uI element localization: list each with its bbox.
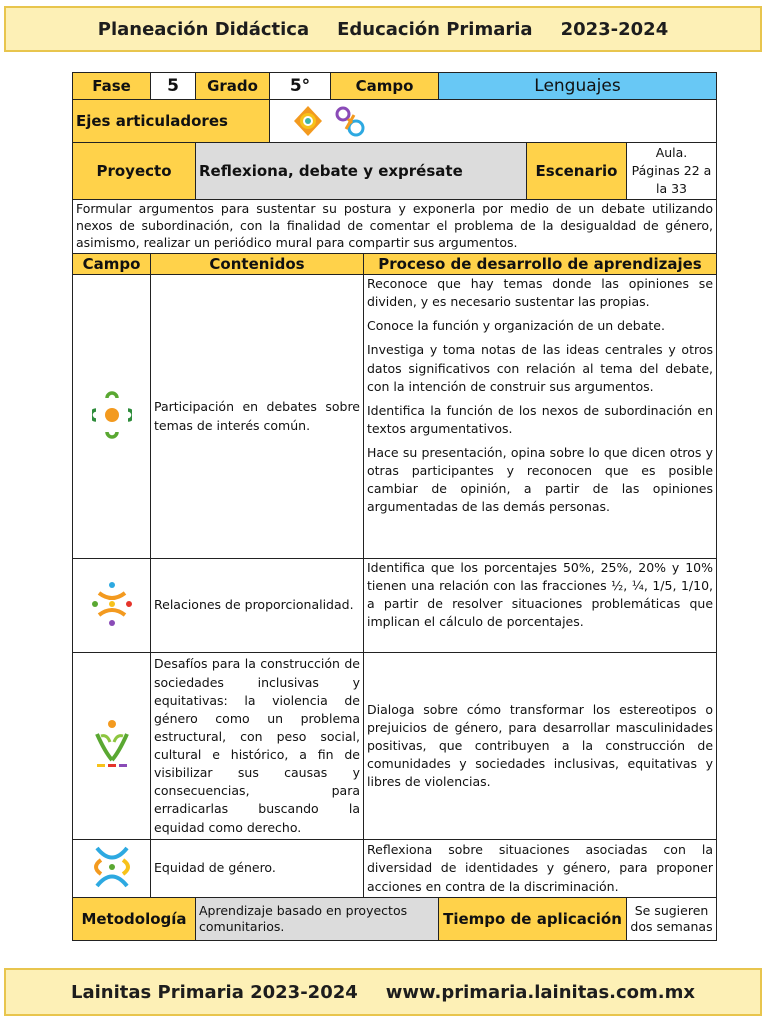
proceso-item: Dialoga sobre cómo transformar los estereotipos o prejuicios de género, para desarrollar masculinidades positivas, que contribuyen a la construcción de comunidades y sociedades inclusivas, equitativas y libres de violencias. (367, 701, 714, 790)
proyecto-value: Reflexiona, debate y exprésate (196, 143, 527, 200)
proceso-item: Reflexiona sobre situaciones asociadas con la diversidad de identidades y género, para proponer acciones en contra de la discriminación. (367, 842, 714, 894)
escenario-label: Escenario (527, 143, 627, 200)
proceso-cell (364, 559, 717, 653)
table-row (73, 840, 717, 898)
proceso-item: Identifica la función de los nexos de subordinación en textos argumentativos. (367, 402, 714, 436)
footer-banner (4, 968, 762, 1016)
header-year: 2023-2024 (560, 18, 669, 40)
escenario-value: Aula. Páginas 22 a la 33 (627, 143, 717, 200)
campo-icon-cell (73, 840, 151, 898)
interculturalidad-icon (288, 103, 328, 139)
objective-row (73, 200, 717, 254)
lenguajes-icon (92, 390, 132, 440)
col-header-campo: Campo (73, 254, 151, 275)
metodologia-row (73, 898, 717, 941)
proceso-item: Investiga y toma notas de las ideas centrales y otros datos significativos con relación al tema del debate, con la intención de construir sus argumentos. (367, 342, 714, 394)
humano-icon (89, 842, 135, 892)
table-row (73, 559, 717, 653)
objective-text: Formular argumentos para sustentar su postura y exponerla por medio de un debate utilizando nexos de subordinación, con la finalidad de comentar el problema de la desigualdad de género, asimismo, realizar un periódico mural para compartir sus argumentos. (73, 200, 717, 254)
metodologia-value: Aprendizaje basado en proyectos comunitarios. (196, 898, 439, 941)
grado-value: 5° (270, 73, 331, 100)
proyecto-label: Proyecto (73, 143, 196, 200)
ejes-label-cell (73, 100, 270, 143)
ejes-icons (288, 103, 368, 139)
igualdad-genero-icon (332, 103, 368, 139)
header-title: Planeación Didáctica (97, 18, 310, 40)
col-header-contenidos: Contenidos (151, 254, 364, 275)
col-header-proceso: Proceso de desarrollo de aprendizajes (364, 254, 717, 275)
tiempo-value: Se sugieren dos semanas (627, 898, 717, 941)
fase-label: Fase (73, 73, 151, 100)
header-level: Educación Primaria (337, 18, 533, 40)
fase-value: 5 (151, 73, 196, 100)
saberes-icon (89, 579, 135, 629)
header-banner (4, 6, 762, 52)
proceso-item: Conoce la función y organización de un debate. (367, 318, 665, 334)
campo-icon-cell (73, 559, 151, 653)
proceso-item: Hace su presentación, opina sobre lo que dicen otros y otras participantes y reconocen que es posible cambiar de opinión, a partir de las opiniones argumentadas de las demás personas. (367, 445, 714, 515)
proyecto-row (73, 143, 717, 200)
campo-icon-cell (73, 275, 151, 559)
campo-icon-cell (73, 653, 151, 840)
table-row (73, 653, 717, 840)
metodologia-label: Metodología (73, 898, 196, 941)
footer-url: www.primaria.lainitas.com.mx (385, 981, 695, 1003)
proceso-cell (364, 653, 717, 840)
contenido-text: Relaciones de proporcionalidad. (151, 559, 364, 653)
tiempo-label: Tiempo de aplicación (439, 898, 627, 941)
etica-icon (89, 716, 135, 772)
ejes-row (73, 100, 717, 143)
contenido-text: Equidad de género. (151, 840, 364, 898)
campo-value: Lenguajes (439, 73, 717, 100)
ejes-label: Ejes articuladores (76, 112, 228, 130)
ejes-icons-cell (270, 100, 717, 143)
proceso-cell (364, 275, 717, 559)
proceso-item: Identifica que los porcentajes 50%, 25%, 20% y 10% tienen una relación con las fracciones ½, ¼, 1/5, 1/10, a partir de resolver situaciones problemáticas que implican el cálculo de porcentajes. (367, 560, 714, 630)
column-headers (73, 254, 717, 275)
footer-brand: Lainitas Primaria 2023-2024 (71, 981, 358, 1003)
campo-label: Campo (331, 73, 439, 100)
grado-label: Grado (196, 73, 270, 100)
proceso-item: Reconoce que hay temas donde las opiniones se dividen, y es necesario sustentar las propias. (367, 276, 714, 310)
planning-table (72, 72, 717, 941)
contenido-text: Desafíos para la construcción de sociedades inclusivas y equitativas: la violencia de género como un problema estructural, con peso social, cultural e histórico, a fin de visibilizar sus causas y consecuencias, para erradicarlas buscando la equidad como derecho. (151, 653, 364, 840)
info-row-1 (73, 73, 717, 100)
proceso-cell (364, 840, 717, 898)
contenido-text: Participación en debates sobre temas de interés común. (151, 275, 364, 559)
table-row (73, 275, 717, 559)
